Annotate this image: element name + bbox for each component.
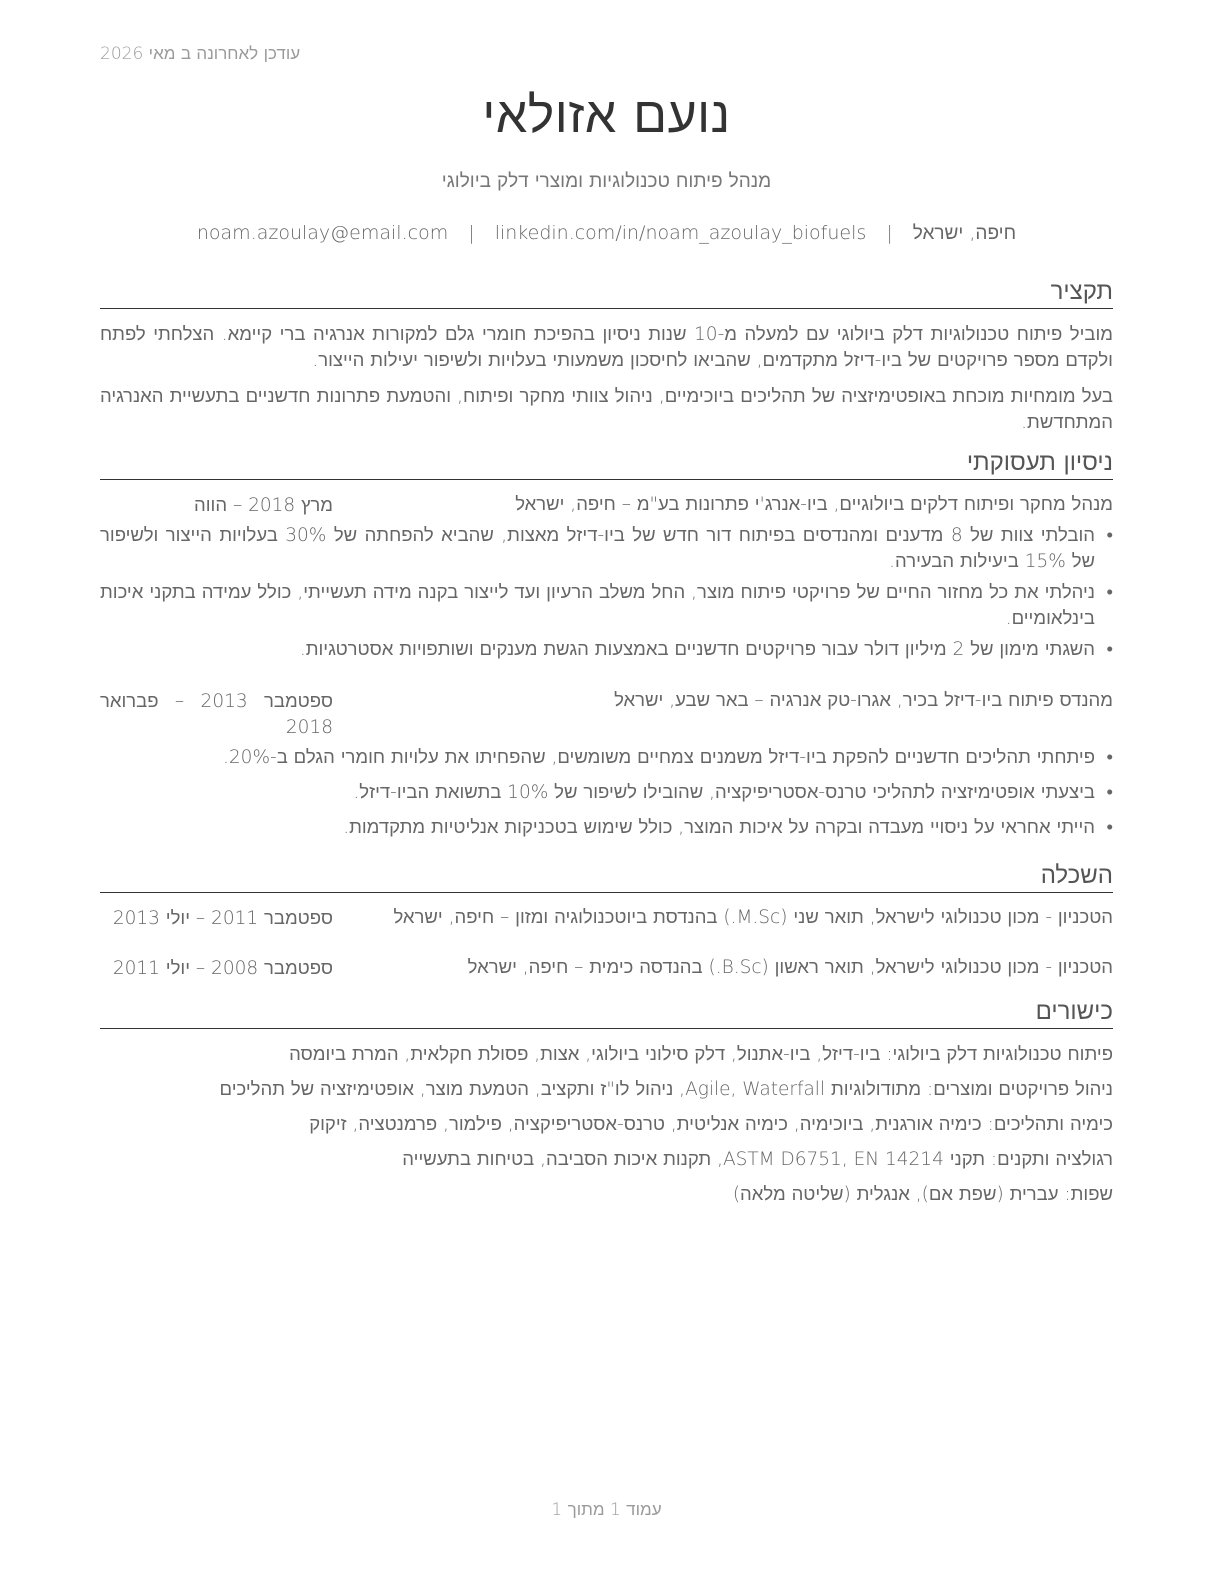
skill-line: שפות: עברית (שפת אם), אנגלית (שליטה מלאה) bbox=[732, 1184, 1113, 1205]
job-dates: מרץ 2018 – הווה bbox=[194, 495, 333, 516]
skills-section bbox=[100, 996, 1113, 1208]
resume-page bbox=[100, 0, 1113, 1584]
skill-line: ניהול פרויקטים ומוצרים: מתודולוגיות Agile, Waterfall, ניהול לו"ז ותקציב, הטמעת מוצר, אופטימיזציה של תהליכים bbox=[219, 1079, 1113, 1100]
experience-section bbox=[100, 447, 1113, 841]
contact-line bbox=[100, 222, 1113, 245]
skill-line: כימיה ותהליכים: כימיה אורגנית, ביוכימיה, כימיה אנליטית, טרנס-אסטריפיקציה, פילמור, פרמנטציה, זיקוק bbox=[309, 1114, 1113, 1135]
job-bullets bbox=[100, 523, 1113, 663]
email-link[interactable]: noam.azoulay@email.com bbox=[196, 222, 449, 244]
candidate-title: מנהל פיתוח טכנולוגיות ומוצרי דלק ביולוגי bbox=[441, 170, 772, 192]
job-dates: ספטמבר 2013 – פברואר 2018 bbox=[100, 691, 333, 738]
section-title-education: השכלה bbox=[100, 860, 1113, 893]
list-item: • הייתי אחראי על ניסויי מעבדה ובקרה על איכות המוצר, כולל שימוש בטכניקות אנליטיות מתקדמות. bbox=[100, 815, 1113, 841]
section-title-experience: ניסיון תעסוקתי bbox=[100, 447, 1113, 480]
job-header bbox=[100, 493, 1113, 519]
list-item: • ניהלתי את כל מחזור החיים של פרויקטי פיתוח מוצר, החל משלב הרעיון ועד לייצור בקנה מידה תעשייתי, כולל עמידה בתקני איכות בינלאומיים. bbox=[100, 580, 1113, 632]
summary-section bbox=[100, 276, 1113, 436]
summary-paragraph: בעל מומחיות מוכחת באופטימיזציה של תהליכים ביוכימיים, ניהול צוותי מחקר ופיתוח, והטמעת פתרונות חדשניים בתעשיית האנרגיה המתחדשת. bbox=[100, 386, 1113, 433]
job-entry bbox=[100, 689, 1113, 841]
job-role: מהנדס פיתוח ביו-דיזל בכיר, אגרו-טק אנרגיה – באר שבע, ישראל bbox=[614, 690, 1113, 711]
education-section bbox=[100, 860, 1113, 982]
job-header bbox=[100, 689, 1113, 741]
education-dates: ספטמבר 2008 – יולי 2011 bbox=[112, 958, 333, 979]
job-role: מנהל מחקר ופיתוח דלקים ביולוגיים, ביו-אנרג'י פתרונות בע"מ – חיפה, ישראל bbox=[515, 494, 1113, 515]
skill-line: פיתוח טכנולוגיות דלק ביולוגי: ביו-דיזל, ביו-אתנול, דלק סילוני ביולוגי, אצות, פסולת חקלאית, המרת ביומסה bbox=[289, 1044, 1113, 1065]
section-title-skills: כישורים bbox=[100, 996, 1113, 1029]
education-entry bbox=[100, 956, 1113, 982]
summary-paragraph: מוביל פיתוח טכנולוגיות דלק ביולוגי עם למעלה מ-10 שנות ניסיון בהפיכת חומרי גלם למקורות אנרגיה ברי קיימא. הצלחתי לפתח ולקדם מספר פרויקטים של ביו-דיזל מתקדמים, שהביאו לחיסכון משמעותי בעלויות ולשיפור יעילות הייצור. bbox=[100, 324, 1113, 371]
contact-separator: | bbox=[468, 222, 475, 244]
education-entry bbox=[100, 906, 1113, 932]
education-degree: הטכניון - מכון טכנולוגי לישראל, תואר שני (M.Sc.) בהנדסת ביוטכנולוגיה ומזון – חיפה, ישראל bbox=[393, 907, 1113, 928]
job-bullets bbox=[100, 745, 1113, 841]
page-number: עמוד 1 מתוך 1 bbox=[551, 1500, 662, 1520]
list-item: • פיתחתי תהליכים חדשניים להפקת ביו-דיזל משמנים צמחיים משומשים, שהפחיתו את עלויות חומרי הגלם ב-20%. bbox=[100, 745, 1113, 771]
last-updated-text: עודכן לאחרונה ב מאי 2026 bbox=[100, 44, 301, 64]
contact-separator: | bbox=[886, 222, 893, 244]
section-title-summary: תקציר bbox=[100, 276, 1113, 309]
linkedin-link[interactable]: linkedin.com/in/noam_azoulay_biofuels bbox=[494, 222, 867, 244]
skill-line: רגולציה ותקנים: תקני ASTM D6751, EN 14214, תקנות איכות הסביבה, בטיחות בתעשייה bbox=[402, 1149, 1113, 1170]
candidate-name: נועם אזולאי bbox=[482, 86, 731, 144]
job-entry bbox=[100, 493, 1113, 663]
location-text: חיפה, ישראל bbox=[912, 222, 1017, 244]
education-dates: ספטמבר 2011 – יולי 2013 bbox=[112, 908, 333, 929]
education-degree: הטכניון - מכון טכנולוגי לישראל, תואר ראשון (B.Sc.) בהנדסה כימית – חיפה, ישראל bbox=[467, 957, 1113, 978]
list-item: • השגתי מימון של 2 מיליון דולר עבור פרויקטים חדשניים באמצעות הגשת מענקים ושותפויות אסטרטגיות. bbox=[100, 637, 1113, 663]
list-item: • הובלתי צוות של 8 מדענים ומהנדסים בפיתוח דור חדש של ביו-דיזל מאצות, שהביא להפחתה של 30% בעלויות הייצור ולשיפור של 15% ביעילות הבעירה. bbox=[100, 523, 1113, 575]
list-item: • ביצעתי אופטימיזציה לתהליכי טרנס-אסטריפיקציה, שהובילו לשיפור של 10% בתשואת הביו-דיזל. bbox=[100, 780, 1113, 806]
